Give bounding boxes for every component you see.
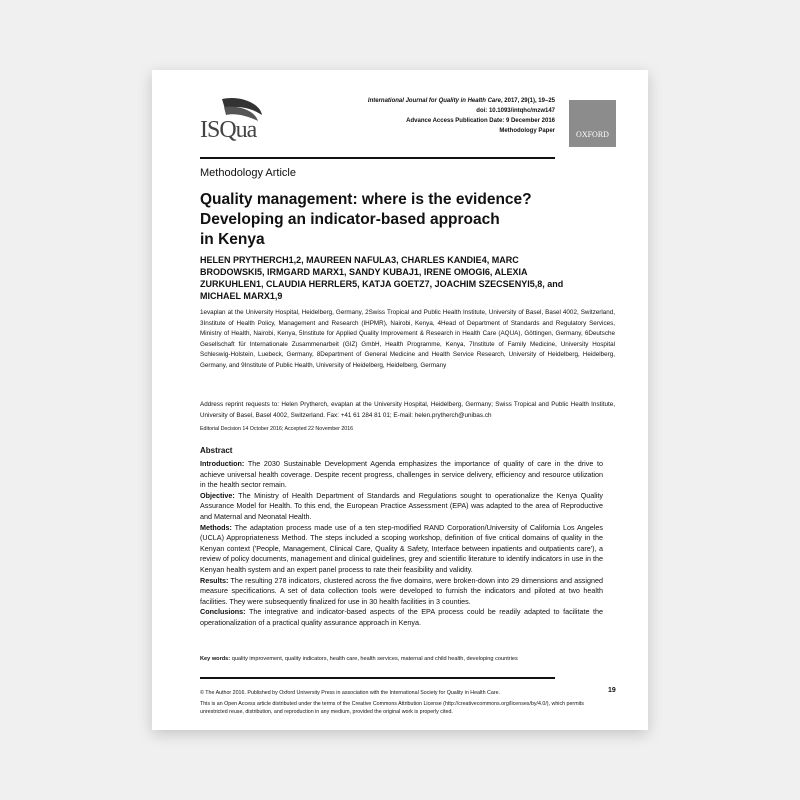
- advance-access-date: Advance Access Publication Date: 9 December 2016: [406, 118, 555, 124]
- citation: , 2017, 29(1), 19–25: [500, 98, 555, 104]
- doi: doi: 10.1093/intqhc/mzw147: [476, 108, 555, 114]
- section-text: The adaptation process made use of a ten step-modified RAND Corporation/University of California Los Angeles (UCLA) Appropriateness Method. The steps included a scoping workshop, definition of five critical domains of quality in the Kenyan context ('People, Management, Clinical Care, Quality & Safety, Interface between inpatients and outpatients care'), a review of policy documents, management and clinical guidelines, grey and scientific literature to identify indicators in use in the Kenyan health system and an expert panel process to rate their feasibility and validity.: [200, 522, 603, 574]
- section-text: The resulting 278 indicators, clustered across the five domains, were broken-down into 29 dimensions and assigned measure specifications. A set of data collection tools were developed to furnish the indicators and piloted at two health facilities. They were subsequently finalized for use in 30 health facilities in 3 counties.: [200, 575, 603, 606]
- section-label: Results:: [200, 575, 229, 585]
- section-label: Conclusions:: [200, 607, 246, 617]
- section-label: Methods:: [200, 522, 232, 532]
- paper-type: Methodology Paper: [499, 128, 555, 134]
- oxford-logo: OXFORD: [569, 100, 616, 147]
- section-text: The Ministry of Health Department of Standards and Regulations sought to operationalize the Kenya Quality Assurance Model for Health. To this end, the European Practice Assessment (EPA) was adapted to the area of Reproductive and Maternal and Neonatal Health.: [200, 490, 603, 521]
- abstract-section: [200, 491, 603, 523]
- journal-name: International Journal for Quality in Health Care: [367, 98, 501, 104]
- document-page: [152, 70, 648, 730]
- keywords: [200, 656, 518, 662]
- abstract-section: [200, 523, 603, 576]
- keywords-label: Key words:: [200, 656, 231, 662]
- title-line: Quality management: where is the evidence?: [200, 191, 532, 208]
- copyright: © The Author 2016. Published by Oxford University Press in association with the International Society for Quality in Health Care.: [200, 690, 500, 696]
- affiliations: 1evaplan at the University Hospital, Heidelberg, Germany, 2Swiss Tropical and Public Health Institute, University of Basel, Basel 4002, Switzerland, 3Institute of Health Policy, Management and Research (IHPMR), Nairobi, Kenya, 4Head of Department of Standards and Regulatory Services, Ministry of Health, Nairobi, Kenya, 5Institute for Applied Quality Improvement & Research in Health Care (AQUA), Göttingen, Germany, 6Deutsche Gesellschaft für Internationale Zusammenarbeit (GIZ) GmbH, Health Programme, Kenya, 7Institute of Family Medicine, University Hospital Schleswig-Holstein, Luebeck, Germany, 8Department of General Medicine and Health Service Research, University of Heidelberg, Heidelberg, Germany, and 9Institute of Public Health, University of Heidelberg, Heidelberg, Germany: [200, 309, 615, 369]
- keywords-text: quality improvement, quality indicators, health care, health services, maternal and child health, developing countries: [230, 656, 518, 662]
- abstract-heading: Abstract: [200, 446, 233, 455]
- section-text: The 2030 Sustainable Development Agenda emphasizes the importance of quality of care in the drive to achieve universal health coverage. Despite recent progress, challenges in service delivery, efficiency and resource utilization in the health sector remain.: [200, 459, 603, 490]
- reprint-address: Address reprint requests to: Helen Prytherch, evaplan at the University Hospital, Heidelberg, Germany; Swiss Tropical and Public Health Institute, University of Basel, Basel 4002, Switzerland. Fax: +41 61 284 81 01; E-mail: helen.prytherch@unibas.ch: [200, 401, 615, 419]
- license: This is an Open Access article distributed under the terms of the Creative Commons Attribution License (http://creativecommons.org/licenses/by/4.0/), which permits unrestricted reuse, distribution, and reproduction in any medium, provided the original work is properly cited.: [200, 701, 584, 715]
- editorial-decision: Editorial Decision 14 October 2016; Accepted 22 November 2016: [200, 426, 354, 432]
- footer-rule: [200, 677, 555, 679]
- title-line: Developing an indicator-based approach: [200, 211, 500, 228]
- isqua-logo-text: ISQua: [200, 117, 257, 143]
- abstract-section: [200, 459, 603, 491]
- abstract-section: [200, 576, 603, 608]
- article-type: Methodology Article: [200, 167, 296, 179]
- section-label: Introduction:: [200, 459, 245, 468]
- footer: [200, 688, 610, 716]
- header-rule: [200, 157, 555, 159]
- abstract-section: [200, 607, 603, 628]
- isqua-logo: [200, 95, 270, 145]
- section-label: Objective:: [200, 490, 235, 500]
- title-line: in Kenya: [200, 231, 265, 248]
- abstract-body: [200, 459, 603, 629]
- section-text: The integrative and indicator-based aspects of the EPA process could be readily adapted to facilitate the operationalization of a practical quality assurance approach in Kenya.: [200, 607, 603, 627]
- journal-header: [295, 96, 555, 136]
- authors: HELEN PRYTHERCH1,2, MAUREEN NAFULA3, CHARLES KANDIE4, MARC BRODOWSKI5, IRMGARD MARX1, SANDY KUBAJ1, IRENE OMOGI6, ALEXIA ZURKUHLEN1, CLAUDIA HERRLER5, KATJA GOETZ7, JOACHIM SZECSENYI5,8, and MICHAEL MARX1,9: [200, 255, 564, 301]
- article-title: [200, 190, 600, 250]
- page-number: 19: [608, 687, 616, 694]
